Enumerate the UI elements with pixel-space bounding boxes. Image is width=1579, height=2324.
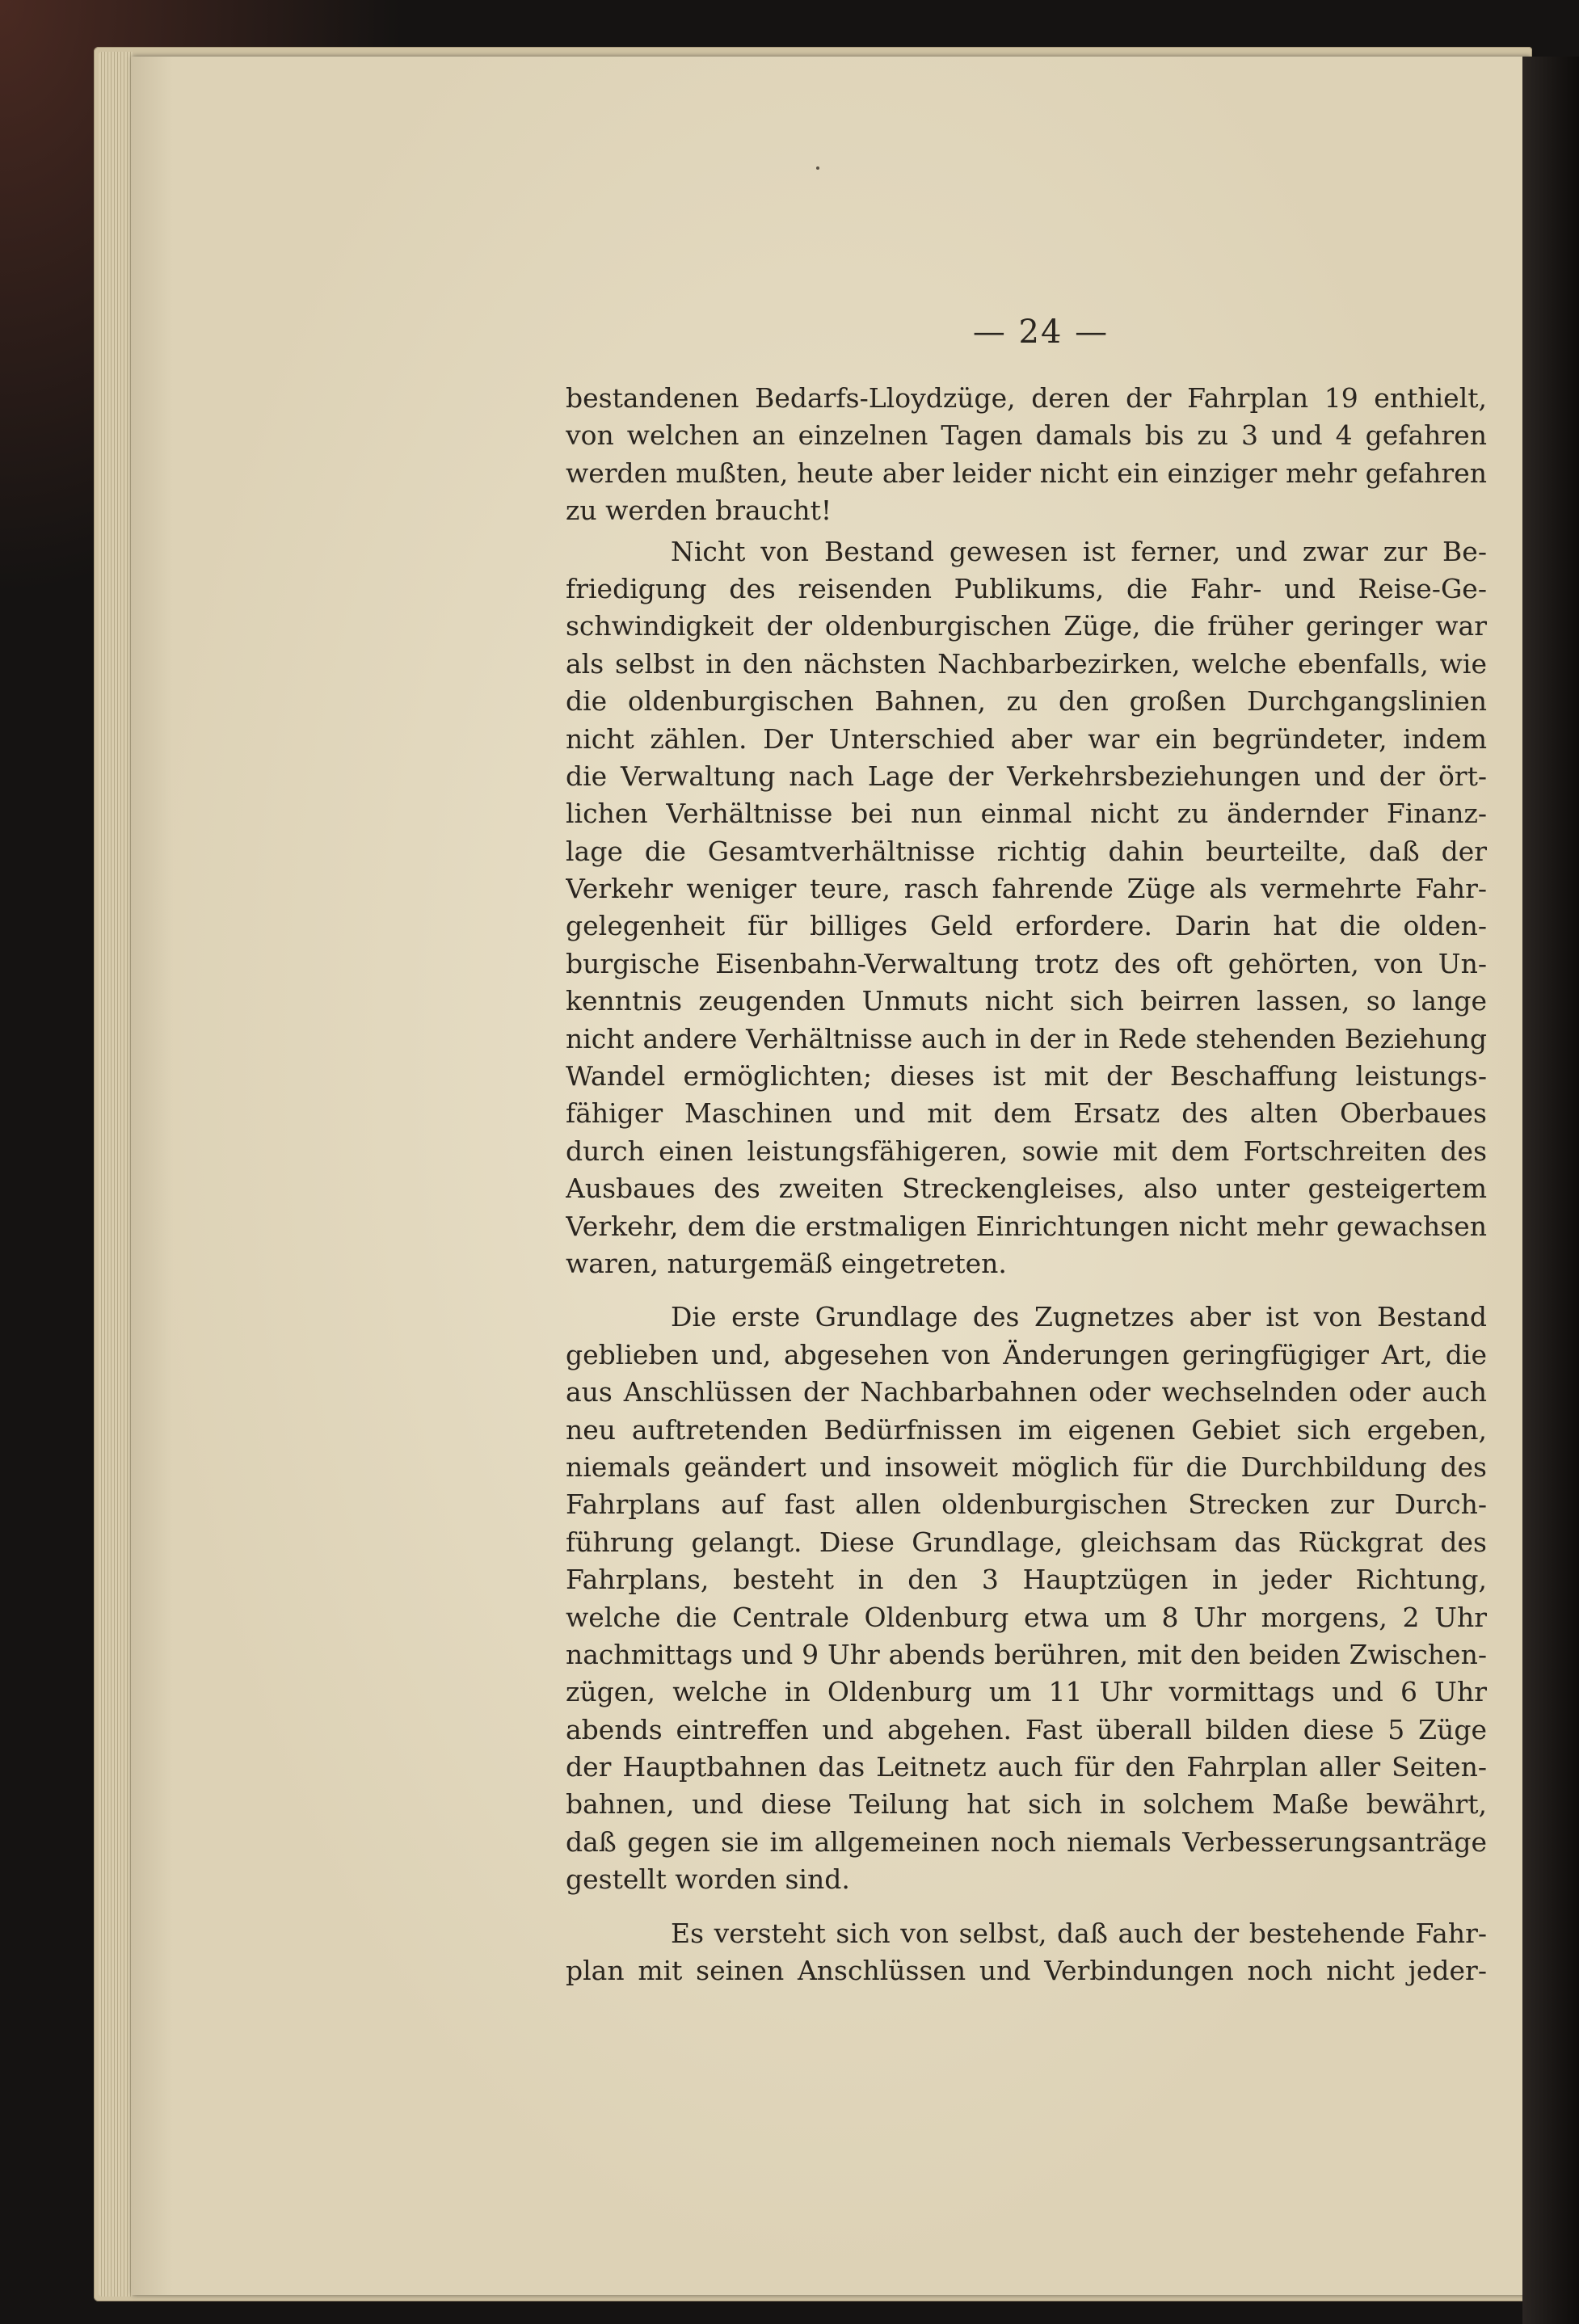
text-line: gelegenheit für billiges Geld erfordere. Darin hat die olden- — [566, 910, 1487, 942]
text-line: als selbst in den nächsten Nachbarbezirken, welche ebenfalls, wie — [566, 647, 1487, 680]
text-line: lage die Gesamtverhältnisse richtig dahin beurteilte, daß der — [566, 835, 1487, 867]
body-text — [566, 380, 1487, 1989]
text-line: Fahrplans auf fast allen oldenburgischen Strecken zur Durch- — [566, 1488, 1487, 1521]
text-line: plan mit seinen Anschlüssen und Verbindungen noch nicht jeder- — [566, 1955, 1487, 1987]
text-line: Verkehr, dem die erstmaligen Einrichtungen nicht mehr gewachsen — [566, 1210, 1487, 1242]
text-line: nicht zählen. Der Unterschied aber war ein begründeter, indem — [566, 722, 1487, 755]
paragraph — [566, 1915, 1487, 1990]
text-line: führung gelangt. Diese Grundlage, gleichsam das Rückgrat des — [566, 1526, 1487, 1558]
text-line: Verkehr weniger teure, rasch fahrende Züge als vermehrte Fahr- — [566, 873, 1487, 905]
text-line: Fahrplans, besteht in den 3 Hauptzügen in jeder Richtung, — [566, 1564, 1487, 1596]
text-line: abends eintreffen und abgehen. Fast überall bilden diese 5 Züge — [566, 1713, 1487, 1745]
text-line: bahnen, und diese Teilung hat sich in solchem Maße bewährt, — [566, 1788, 1487, 1821]
paragraph — [566, 380, 1487, 530]
text-line: von welchen an einzelnen Tagen damals bis zu 3 und 4 gefahren — [566, 419, 1487, 452]
text-line: aus Anschlüssen der Nachbarbahnen oder wechselnden oder auch — [566, 1376, 1487, 1408]
text-line: durch einen leistungsfähigeren, sowie mit dem Fortschreiten des — [566, 1135, 1487, 1167]
text-line: kenntnis zeugenden Unmuts nicht sich beirren lassen, so lange — [566, 985, 1487, 1017]
text-line: zügen, welche in Oldenburg um 11 Uhr vormittags und 6 Uhr — [566, 1676, 1487, 1708]
text-line: burgische Eisenbahn-Verwaltung trotz des oft gehörten, von Un- — [566, 947, 1487, 979]
text-line: bestandenen Bedarfs-Lloydzüge, deren der Fahrplan 19 enthielt, — [566, 382, 1487, 414]
paragraph — [566, 533, 1487, 1283]
text-line: nachmittags und 9 Uhr abends berühren, mit den beiden Zwischen- — [566, 1638, 1487, 1670]
text-line: daß gegen sie im allgemeinen noch niemals Verbesserungsanträge — [566, 1825, 1487, 1858]
text-line: zu werden braucht! — [566, 495, 832, 527]
text-line: lichen Verhältnisse bei nun einmal nicht zu ändernder Finanz- — [566, 798, 1487, 830]
text-line: Es versteht sich von selbst, daß auch der bestehende Fahr- — [671, 1917, 1487, 1949]
text-line: die Verwaltung nach Lage der Verkehrsbeziehungen und der ört- — [566, 760, 1487, 792]
paper-speck — [816, 166, 819, 170]
text-line: friedigung des reisenden Publikums, die Fahr- und Reise-Ge- — [566, 572, 1487, 604]
book-binding — [1522, 57, 1579, 2324]
text-line: neu auftretenden Bedürfnissen im eigenen Gebiet sich ergeben, — [566, 1413, 1487, 1446]
text-line: niemals geändert und insoweit möglich für die Durchbildung des — [566, 1450, 1487, 1483]
text-line: Ausbaues des zweiten Streckengleises, also unter gesteigertem — [566, 1173, 1487, 1205]
text-line: fähiger Maschinen und mit dem Ersatz des alten Oberbaues — [566, 1097, 1487, 1130]
text-line: Die erste Grundlage des Zugnetzes aber ist von Bestand — [671, 1301, 1487, 1333]
text-line: gestellt worden sind. — [566, 1863, 850, 1896]
text-line: welche die Centrale Oldenburg etwa um 8 Uhr morgens, 2 Uhr — [566, 1601, 1487, 1633]
paragraph — [566, 1299, 1487, 1898]
page-number: — 24 — — [972, 314, 1110, 351]
text-line: schwindigkeit der oldenburgischen Züge, die früher geringer war — [566, 610, 1487, 642]
text-line: Wandel ermöglichten; dieses ist mit der Beschaffung leistungs- — [566, 1060, 1487, 1093]
text-line: der Hauptbahnen das Leitnetz auch für den Fahrplan aller Seiten- — [566, 1751, 1487, 1783]
text-line: nicht andere Verhältnisse auch in der in Rede stehenden Beziehung — [566, 1022, 1487, 1055]
text-line: die oldenburgischen Bahnen, zu den großen Durchgangslinien — [566, 685, 1487, 718]
text-line: werden mußten, heute aber leider nicht ein einziger mehr gefahren — [566, 457, 1487, 489]
text-line: waren, naturgemäß eingetreten. — [566, 1247, 1007, 1279]
text-line: geblieben und, abgesehen von Änderungen geringfügiger Art, die — [566, 1338, 1487, 1370]
text-line: Nicht von Bestand gewesen ist ferner, und zwar zur Be- — [671, 535, 1487, 567]
